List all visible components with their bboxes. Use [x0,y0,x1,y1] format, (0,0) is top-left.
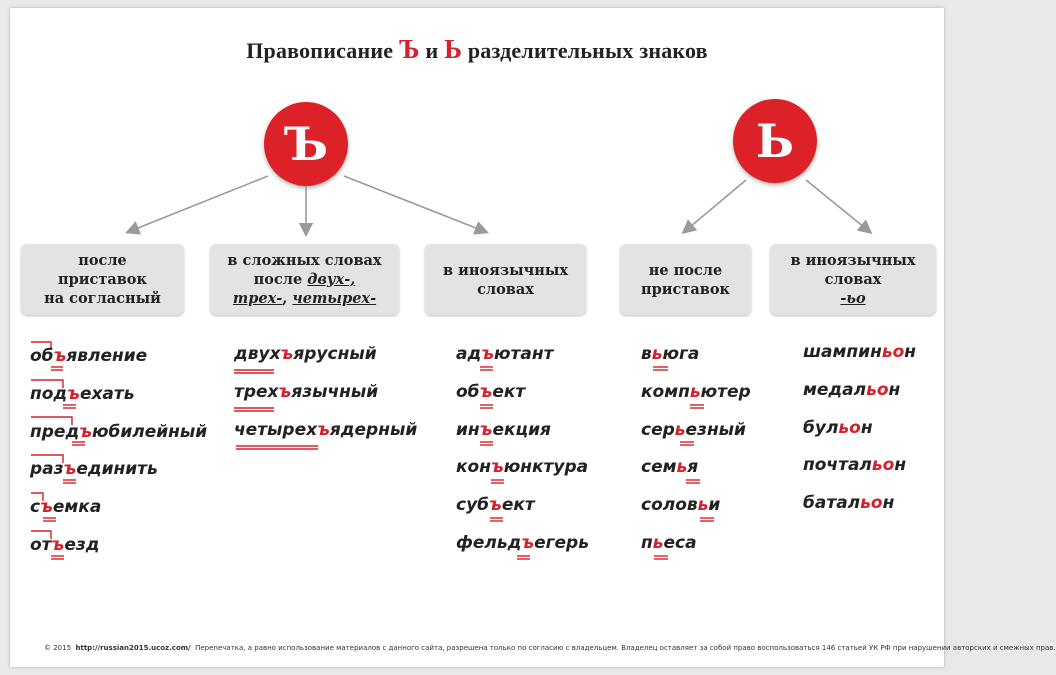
compound-word: трехъязычный [234,381,379,402]
foreign-hard-word: адъютант [456,344,554,364]
prefix-word: разъединить [30,459,158,480]
prefix-word: съемка [30,497,102,518]
foreign-soft-word: батальон [803,493,895,514]
compound-word: двухъярусный [234,344,377,364]
foreign-soft-word: почтальон [803,455,907,476]
foreign-hard-word: конъюнктура [456,457,589,478]
prefix-word: отъезд [30,535,100,555]
not-prefix-word: семья [641,457,699,478]
not-prefix-word: компьютер [641,381,751,402]
page-title: Правописание Ъ и Ь разделительных знаков [246,34,708,64]
footer-url: http://russian2015.ucoz.com/ [75,644,191,652]
box-after-prefix: после приставок на согласный [21,244,184,315]
foreign-hard-word: фельдъегерь [456,533,589,553]
box-compound-words: в сложных словах после двух-, трех-, четырех- [210,244,399,315]
prefix-word: предъюбилейный [30,421,208,442]
foreign-hard-word: инъекция [456,419,551,440]
foreign-hard-word: объект [456,381,526,402]
not-prefix-word: пьеса [641,533,697,553]
footer-notice: © 2015 http://russian2015.ucoz.com/ Перепечатка, а равно использование материалов с данного сайта, разрешена только по согласию с владельцем. Владелец оставляет за собой право воспользоваться 146 статьей УК РФ при нарушении авторских и смежных прав. [44,644,1056,652]
not-prefix-word: серьезный [641,419,746,440]
box-foreign-words-soft: в иноязычных словах -ьо [770,244,936,315]
title-soft-sign: Ь [444,34,463,64]
prefix-word: объявление [30,346,148,366]
foreign-soft-word: медальон [803,379,901,400]
foreign-hard-word: субъект [456,495,535,516]
title-hard-sign: Ъ [398,34,420,64]
soft-sign-circle: Ь [733,99,817,183]
hard-sign-circle: Ъ [264,102,348,186]
foreign-soft-word: шампиньон [803,342,917,362]
prefix-word: подъехать [30,383,135,404]
compound-word: четырехъядерный [234,419,418,440]
not-prefix-word: вьюга [641,344,700,364]
box-foreign-words-hard: в иноязычных словах [425,244,586,315]
box-not-after-prefix: не после приставок [620,244,751,315]
not-prefix-word: соловьи [641,495,721,516]
poster-sheet [10,8,944,667]
foreign-soft-word: бульон [803,417,873,438]
